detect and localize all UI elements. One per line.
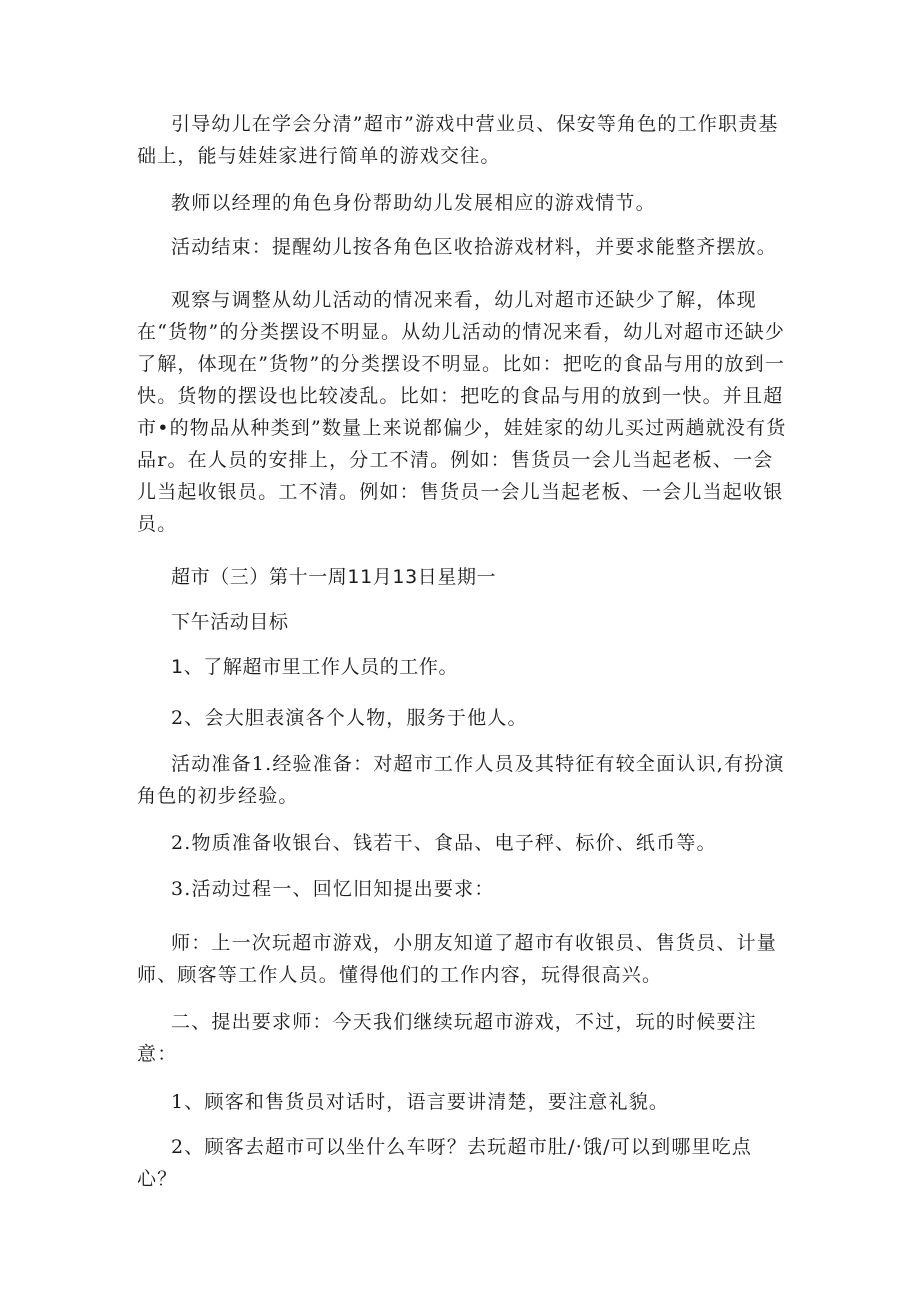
paragraph-preparation: 活动准备1.经验准备：对超市工作人员及其特征有较全面认识,有扮演角色的初步经验。 [137,753,785,807]
requirement-item-1: 1、顾客和售货员对话时，语言要讲清楚，要注意礼貌。 [171,1091,670,1113]
paragraph-role-guidance: 引导幼儿在学会分清”超市”游戏中营业员、保安等角色的工作职责基础上，能与娃娃家进行简单的游戏交往。 [137,113,779,167]
section-heading-date: 超市（三）第十一周11月13日星期一 [171,566,497,588]
requirement-item-2: 2、顾客去超市可以坐什么车呀？去玩超市肚/·饿/可以到哪里吃点心？ [137,1136,753,1190]
paragraph-activity-end: 活动结束：提醒幼儿按各角色区收拾游戏材料，并要求能整齐摆放。 [171,236,778,258]
paragraph-teacher-recall: 师：上一次玩超市游戏，小朋友知道了超市有收银员、售货员、计量师、顾客等工作人员。懂得他们的工作内容，玩得很高兴。 [137,932,778,986]
paragraph-process: 3.活动过程一、回忆旧知提出要求： [171,878,495,900]
goal-item-1: 1、了解超市里工作人员的工作。 [171,656,459,678]
goal-item-2: 2、会大胆表演各个人物，服务于他人。 [171,707,528,729]
paragraph-teacher-role: 教师以经理的角色身份帮助幼儿发展相应的游戏情节。 [171,192,656,214]
paragraph-requirements: 二、提出要求师：今天我们继续玩超市游戏，不过，玩的时候要注意： [137,1011,757,1065]
paragraph-observation: 观察与调整从幼儿活动的情况来看，幼儿对超市还缺少了解，体现在“货物”的分类摆设不明显。从幼儿活动的情况来看，幼儿对超市还缺少了解，体现在”货物”的分类摆设不明显。比如：把吃的食品与用的放到一快。货物的摆设也比较凌乱。比如：把吃的食品与用的放到一快。并且超市•的物品从种类到”数量上来说都偏少，娃娃家的幼儿买过两趟就没有货品r。在人员的安排上，分工不清。例如：售货员一会儿当起老板、一会儿当起收银员。工不清。例如：售货员一会儿当起老板、一会儿当起收银员。 [137,289,787,535]
paragraph-materials: 2.物质准备收银台、钱若干、食品、电子秤、标价、纸币等。 [171,832,717,854]
subheading-afternoon-goals: 下午活动目标 [171,611,289,633]
